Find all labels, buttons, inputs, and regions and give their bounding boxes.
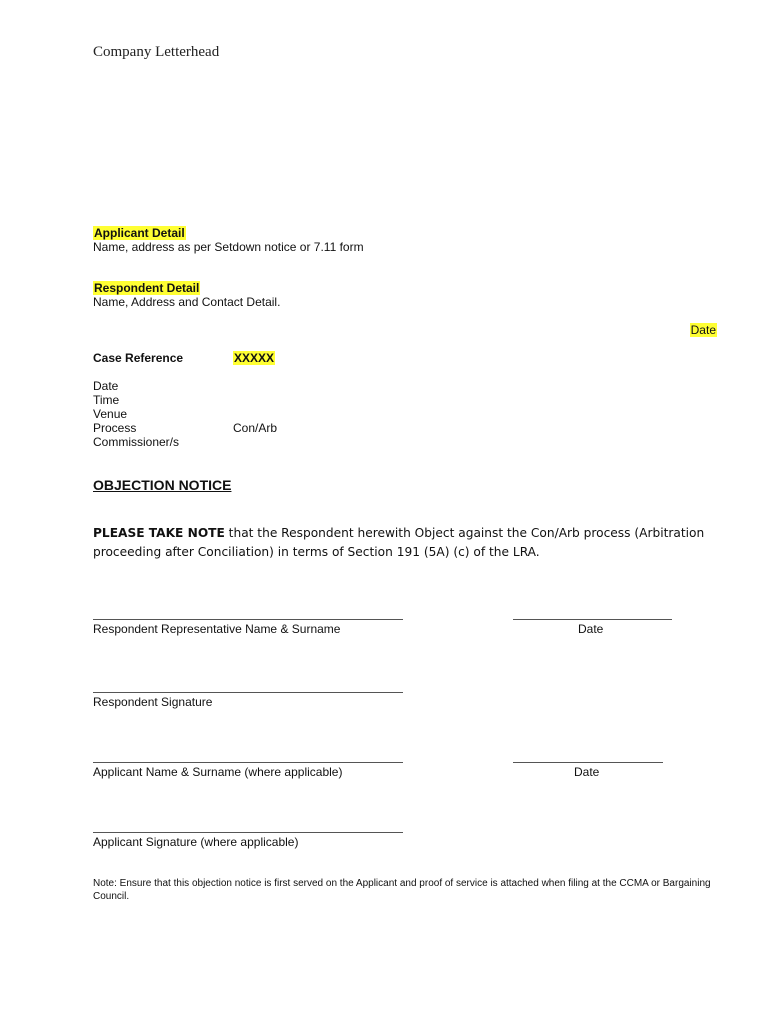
- respondent-detail-text: Name, Address and Contact Detail.: [93, 295, 281, 309]
- app-signature-line: [93, 832, 403, 833]
- notice-bold-lead: PLEASE TAKE NOTE: [93, 526, 225, 540]
- rep-date-line: [513, 619, 672, 620]
- detail-label-time: Time: [93, 393, 120, 407]
- app-date-label: Date: [574, 765, 600, 779]
- case-reference-value: [233, 351, 275, 365]
- process-value: Con/Arb: [233, 421, 278, 435]
- notice-body-text: that the Respondent herewith Object against the Con/Arb process (Arbitration proceeding after Conciliation) in terms of Section 191 (5A) (c) of the LRA.: [93, 526, 705, 559]
- detail-label-venue: Venue: [93, 407, 128, 421]
- objection-notice-title: OBJECTION NOTICE: [93, 477, 232, 493]
- objection-notice-body: [93, 524, 733, 562]
- date-label: [690, 323, 717, 337]
- rep-date-label: Date: [578, 622, 604, 636]
- resp-signature-label: Respondent Signature: [93, 695, 213, 709]
- company-letterhead: Company Letterhead: [93, 44, 220, 60]
- respondent-detail-heading-text: Respondent Detail: [94, 281, 200, 295]
- app-name-label: Applicant Name & Surname (where applicable): [93, 765, 343, 779]
- app-name-line: [93, 762, 403, 763]
- case-reference-value-text: XXXXX: [234, 351, 275, 365]
- rep-name-line: [93, 619, 403, 620]
- details-labels: [93, 379, 179, 449]
- case-reference-label: Case Reference: [93, 351, 184, 365]
- rep-name-label: Respondent Representative Name & Surname: [93, 622, 341, 636]
- detail-label-process: Process: [93, 421, 137, 435]
- detail-label-date: Date: [93, 379, 119, 393]
- applicant-detail-heading-text: Applicant Detail: [94, 226, 185, 240]
- respondent-detail-heading: [93, 281, 200, 295]
- app-date-line: [513, 762, 663, 763]
- app-signature-label: Applicant Signature (where applicable): [93, 835, 299, 849]
- detail-label-commissioner: Commissioner/s: [93, 435, 180, 449]
- date-label-text: Date: [690, 323, 716, 337]
- applicant-detail-text: Name, address as per Setdown notice or 7.11 form: [93, 240, 364, 254]
- applicant-detail-heading: [93, 226, 186, 240]
- resp-signature-line: [93, 692, 403, 693]
- service-note: Note: Ensure that this objection notice is first served on the Applicant and proof of service is attached when filing at the CCMA or Bargaining Council.: [93, 878, 711, 902]
